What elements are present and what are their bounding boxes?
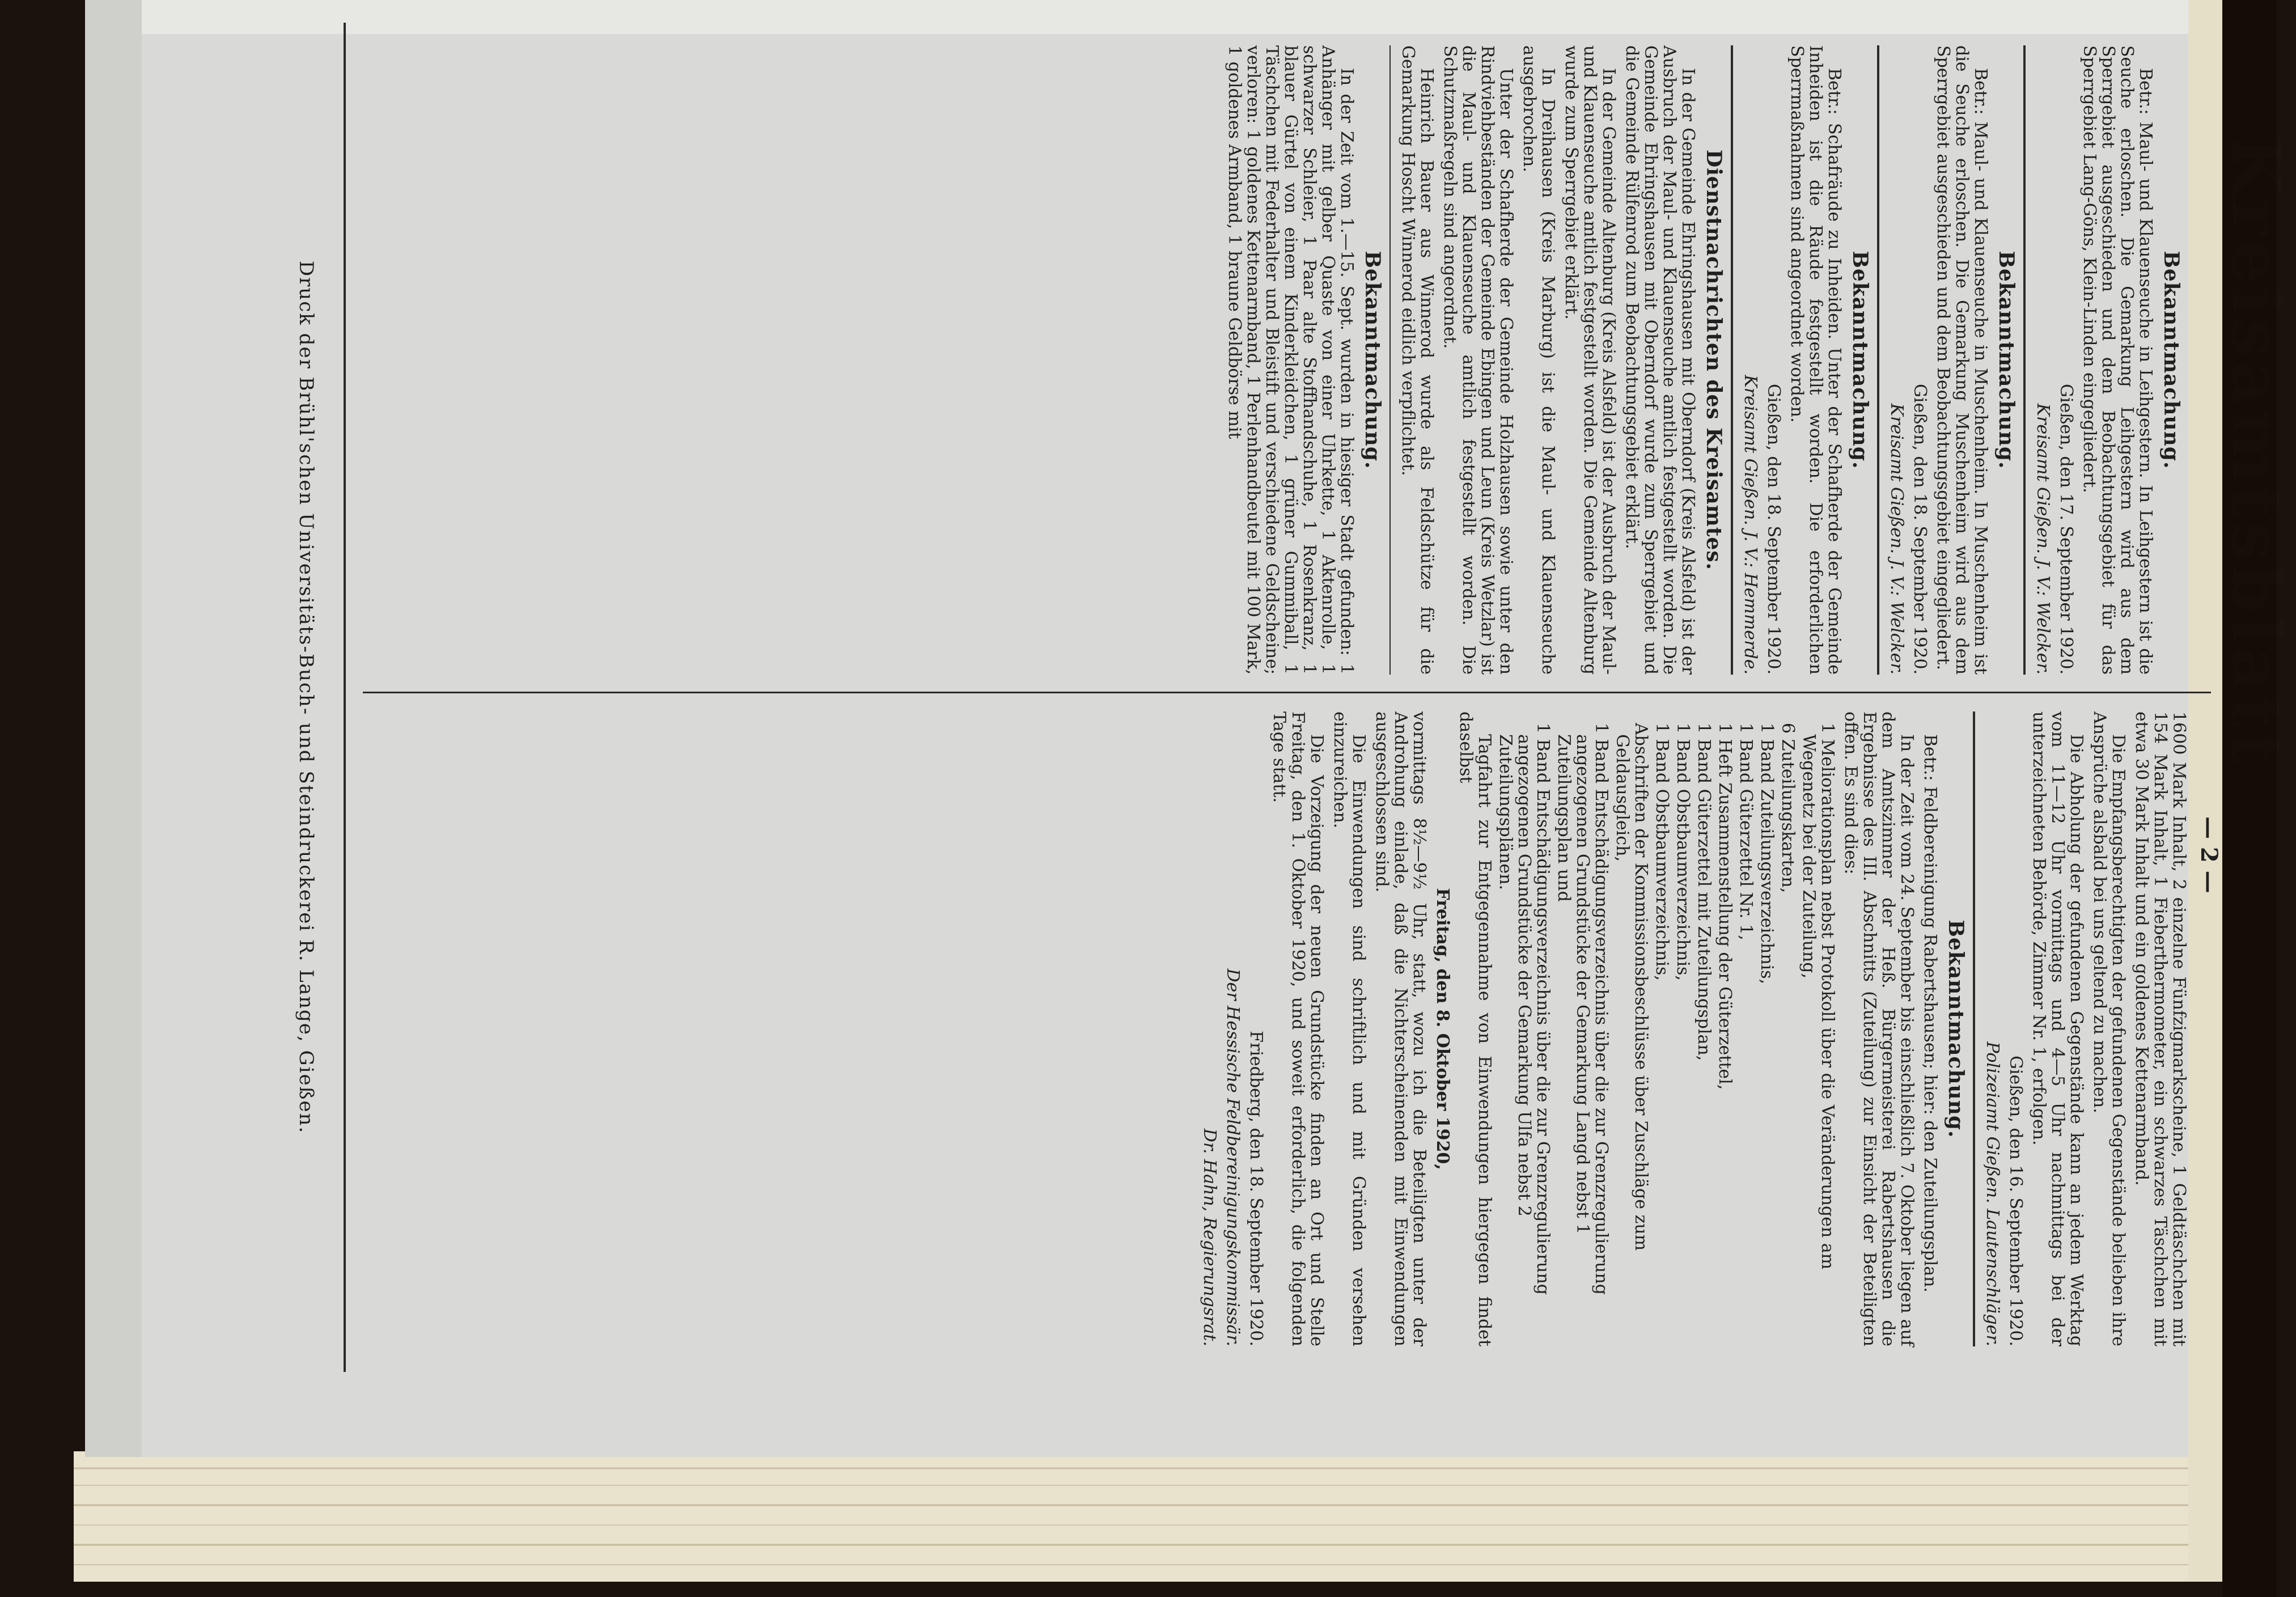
section-rule [1390, 45, 1391, 675]
notice-heading: Bekanntmachung. [1994, 251, 2018, 469]
rotated-newspaper-page [79, 23, 2296, 1372]
notice-sign-date: Gießen, den 18. September 1920. [1910, 383, 1930, 675]
notice-heading: Bekanntmachung. [1848, 251, 1872, 469]
notice-paragraph: In der Zeit vom 1.—15. Sept. wurden in hiesiger Stadt gefunden: 1 Anhänger mit gelber Quaste von einer Uhrkette, 1 Aktenrolle, 1 schwarzer Schleier, 1 Paar alte Stoffhandschuhe, 1 Rosenkranz, 1 blauer Gürtel von einem Kinderkleidchen, 1 grüner Gummiball, 1 Täschchen mit Federhalter und Bleistift und verschiedene Geldscheine; verloren: 1 goldenes Kettenarmband, 1 Perlenhandbeutel mit 100 Mark, 1 goldenes Armband, 1 braune Geldbörse mit [1225, 45, 1357, 675]
footer-rule [344, 23, 346, 1372]
notice-paragraph: Betr.: Maul- und Klauenseuche in Leihgestern. In Leihgestern ist die Seuche erloschen. Die Gemarkung Leihgestern wird aus dem Sperrgebiet ausgeschieden und dem Beobachtungsgebiet für das Sperrgebiet Lang-Göns, Klein-Linden eingegliedert. [2079, 45, 2155, 675]
notice-sign-office: Kreisamt Gießen. J. V.: Welcker. [1887, 403, 1907, 675]
notice-paragraph: vormittags 8½—9½ Uhr, statt, wozu ich die Beteiligten unter der Androhung einlade, daß die Nichterscheinenden mit Einwendungen ausgeschlossen sind. [1372, 711, 1429, 1346]
notice-paragraph: Die Vorzeigung der neuen Grundstücke finden an Ort und Stelle Freitag, den 1. Oktober 1920, und soweit erforderlich, die folgenden Tage statt. [1269, 711, 1327, 1346]
notice [1200, 711, 1968, 1346]
notice [1740, 45, 1872, 675]
notice-date-line: Freitag, den 8. Oktober 1920, [1433, 888, 1452, 1170]
list-item: 1 Band Entschädigungsverzeichnis über die zur Grenzregulierung angezogenen Grundstücke der Gemarkung Langd nebst 1 Zuteilungsplan und [1554, 723, 1611, 1295]
list-item: 1 Band Güterzettel Nr. 1, [1736, 723, 1756, 941]
notice-sign-date: Gießen, den 16. September 1920. [2006, 1055, 2026, 1346]
notice [1225, 45, 1382, 675]
notice-sign-office: Polizeiamt Gießen. Lautenschläger. [1982, 1041, 2002, 1346]
notice-paragraph: Heinrich Bauer aus Winnerod wurde als Feldschütze für die Gemarkung Hoscht Winnerod eidlich verpflichtet. [1398, 45, 1437, 675]
section-rule [1973, 711, 1975, 1346]
section-rule [2023, 45, 2026, 675]
notice [1887, 45, 2018, 675]
list-item: Abschriften der Kommissionsbeschlüsse über Zuschläge zum Geldausgleich, [1612, 723, 1651, 1251]
list-item: 6 Zuteilungskarten, [1778, 723, 1798, 893]
notice-paragraph: Betr.: Feldbereinigung Rabertshausen; hier: den Zuteilungsplan. [1920, 734, 1940, 1293]
notice-sign-office: Der Hessische Feldbereinigungskommissär. [1223, 968, 1243, 1346]
notice-paragraph: In der Gemeinde Altenburg (Kreis Alsfeld) ist der Ausbruch der Maul- und Klauenseuche amtlich festgestellt worden. Die Gemeinde Altenburg wurde zum Sperrgebiet erklärt. [1561, 45, 1619, 675]
notice-paragraph: Betr.: Maul- und Klauenseuche in Muschenheim. In Muschenheim ist die Seuche erloschen. Die Gemarkung Muschenheim wird aus dem Sperrgebiet ausgeschieden und dem Beobachtungsgebiet eingegliedert. [1933, 45, 1990, 675]
notice-heading: Bekanntmachung. [2159, 251, 2183, 469]
notice-sign-office: Kreisamt Gießen. J. V.: Hemmerde. [1740, 375, 1760, 675]
notice-paragraph: In Dreihausen (Kreis Marburg) ist die Maul- und Klauenseuche ausgebrochen. [1519, 45, 1558, 675]
notice [1398, 45, 1726, 675]
notice-paragraph: Die Einwendungen sind schriftlich und mit Gründen versehen einzureichen. [1330, 711, 1369, 1346]
notice-paragraph: Betr.: Schafräude zu Inheiden. Unter der Schafherde der Gemeinde Inheiden ist die Räude festgestellt worden. Die erforderlichen Sperrmaßnahmen sind angeordnet worden. [1787, 45, 1844, 675]
notice-sign-date: Gießen, den 17. September 1920. [2056, 383, 2076, 675]
notice [2033, 45, 2183, 675]
notice-sign-date: Gießen, den 18. September 1920. [1764, 383, 1784, 675]
book-bottom-edge [74, 1451, 2217, 1582]
section-rule [1731, 45, 1733, 675]
notice-sign-name: Dr. Hahn, Regierungsrat. [1200, 1128, 1219, 1346]
printer-imprint: Druck der Brühl'schen Universitäts-Buch- und Steindruckerei R. Lange, Gießen. [295, 260, 317, 1134]
page-number: — 2 — [2196, 816, 2222, 893]
list-item: 1 Heft Zusammenstellung der Güterzettel, [1715, 723, 1735, 1090]
notice-paragraph: In der Gemeinde Ehringshausen mit Oberndorf (Kreis Alsfeld) ist der Ausbruch der Maul- und Klauenseuche amtlich festgestellt worden. Die Gemeinde Ehringshausen mit Oberndorf wurde zum Sperrgebiet und die Gemeinde Rülfenrod zum Beobachtungsgebiet erklärt. [1622, 45, 1698, 675]
masthead: Kreisamtsblatt [2216, 136, 2296, 768]
list-item: 1 Band Zuteilungsverzeichnis, [1757, 723, 1777, 985]
notice-heading: Bekanntmachung. [1361, 251, 1384, 469]
notice-heading: Bekanntmachung. [1944, 920, 1968, 1138]
notice-sign-date: Friedberg, den 18. September 1920. [1246, 1031, 1266, 1346]
notice [1983, 711, 2188, 1346]
notice-sign-office: Kreisamt Gießen. J. V.: Welcker. [2033, 403, 2053, 675]
notice-paragraph: Tagfahrt zur Entgegennahme von Einwendungen hiergegen findet daselbst [1456, 711, 1494, 1346]
left-column [1221, 45, 2188, 675]
column-divider [363, 692, 2211, 693]
list-item: 1 Band Güterzettel mit Zuteilungsplan, [1694, 723, 1714, 1061]
notice-paragraph: Die Empfangsberechtigten der gefundenen Gegenstände belieben ihre Ansprüche alsbald bei uns geltend zu machen. [2090, 711, 2128, 1346]
notice-heading: Dienstnachrichten des Kreisamtes. [1702, 149, 1726, 571]
list-item: 1 Band Obstbaumverzeichnis, [1652, 723, 1672, 981]
list-item: 1 Band Entschädigungsverzeichnis über die zur Grenzregulierung angezogenen Grundstücke der Gemarkung Ulfa nebst 2 Zuteilungsplänen. [1496, 723, 1553, 1295]
list-item: 1 Band Obstbaumverzeichnis, [1673, 723, 1693, 981]
notice-paragraph: In der Zeit vom 24. September bis einschließlich 7. Oktober liegen auf dem Amtszimmer der Heß. Bürgermeisterei Rabertshausen die Ergebnisse des III. Abschnitts (Zuteilung) zur Einsicht der Beteiligten offen. Es sind dies: [1841, 711, 1917, 1346]
notice-paragraph: Die Abholung der gefundenen Gegenstände kann an jedem Werktag vom 11—12 Uhr vormittags und 4—5 Uhr nachmittags bei der unterzeichneten Behörde, Zimmer Nr. 1, erfolgen. [2029, 711, 2086, 1346]
section-rule [1877, 45, 1879, 675]
notice-paragraph: 1600 Mark Inhalt, 2 einzelne Fünfzigmarkscheine, 1 Geldtäschchen mit 154 Mark Inhalt, 1 Fieberthermometer, ein schwarzes Täschchen mit etwa 30 Mark Inhalt und ein goldenes Kettenarmband. [2132, 711, 2189, 1346]
notice-paragraph: Unter der Schafherde der Gemeinde Holzhausen sowie unter den Rindviehbeständen der Gemeinde Ebingen und Leun (Kreis Wetzlar) ist die Maul- und Klauenseuche amtlich festgestellt worden. Die Schutzmaßregeln sind angeordnet. [1440, 45, 1516, 675]
right-column [1196, 711, 2188, 1346]
list-item: 1 Meliorationsplan nebst Protokoll über die Veränderungen am Wegenetz bei der Zuteilung, [1799, 723, 1837, 1270]
